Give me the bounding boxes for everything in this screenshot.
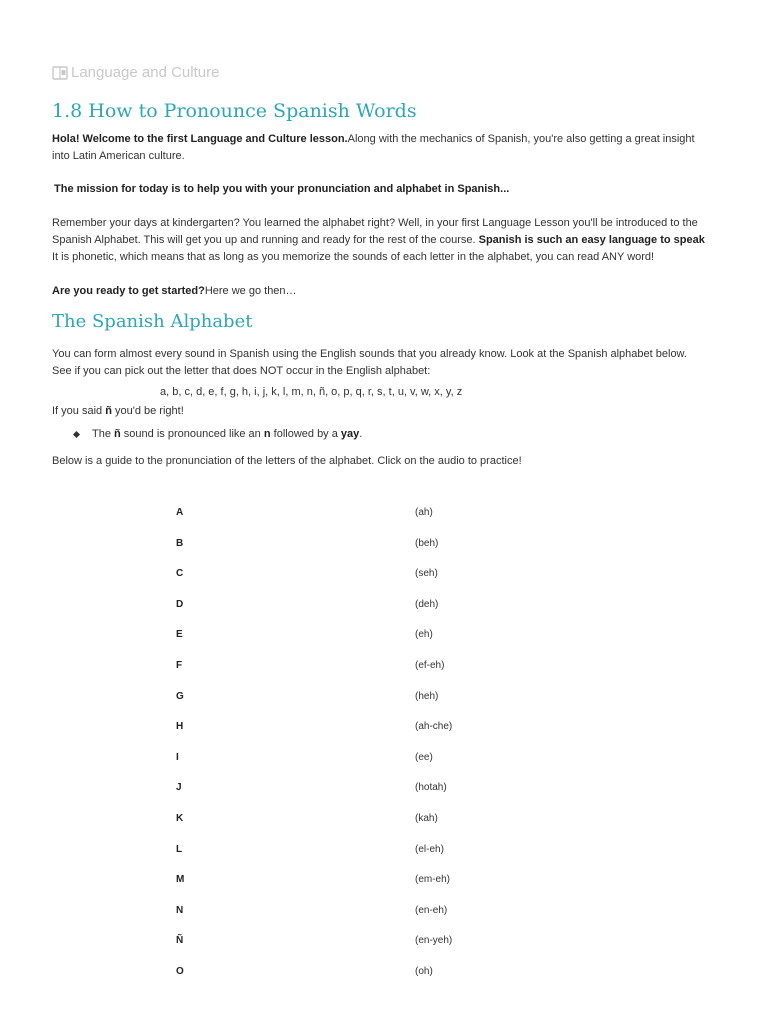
letter-cell: O [176, 966, 184, 977]
section-title: The Spanish Alphabet [52, 311, 253, 332]
sound-cell: (el-eh) [415, 843, 444, 855]
letter-cell: J [176, 782, 182, 794]
sound-cell: (ee) [415, 751, 433, 763]
form-text-a: You can form almost every sound in Spanish using the English sounds that you already know. Look at the Spanish alphabet below. [52, 348, 687, 360]
sound-cell: (beh) [415, 537, 439, 549]
letter-cell: C [176, 568, 184, 580]
sound-cell: (deh) [415, 598, 439, 610]
bullet-pre: The [92, 428, 115, 440]
sound-cell: (ah-che) [415, 721, 453, 733]
letter-row[interactable] [52, 966, 717, 984]
remember-text-c: It is phonetic, which means that as long as you memorize the sounds of each letter in the alphabet, you can read ANY word! [52, 251, 655, 263]
bullet-mid: sound is pronounced like an [120, 428, 264, 440]
letter-row[interactable] [52, 507, 717, 525]
answer-text-a: If you said [52, 405, 106, 417]
letter-row[interactable] [52, 935, 717, 953]
bullet-diamond-icon [73, 431, 80, 438]
letter-row[interactable] [52, 599, 717, 617]
sound-cell: (ef-eh) [415, 660, 445, 671]
bullet-mid2: followed by a [270, 428, 341, 440]
form-paragraph [52, 346, 717, 380]
bullet-n: n [263, 428, 271, 440]
letter-row[interactable] [52, 782, 717, 800]
letter-row[interactable] [52, 874, 717, 892]
ready-text: Here we go then… [204, 285, 297, 297]
alphabet-line: a, b, c, d, e, f, g, h, i, j, k, l, m, n, ñ, o, p, q, r, s, t, u, v, w, x, y, z [160, 386, 463, 398]
intro-bold: Hola! Welcome to the first Language and Culture lesson. [52, 133, 348, 145]
letter-row[interactable] [52, 721, 717, 739]
category-header[interactable] [52, 64, 219, 81]
language-book-icon [52, 66, 68, 80]
bullet-letter: ñ [114, 428, 121, 440]
mission-paragraph [54, 181, 719, 198]
guide-paragraph: Below is a guide to the pronunciation of the letters of the alphabet. Click on the audio to practice! [52, 455, 522, 467]
letter-cell: K [176, 813, 184, 824]
letter-row[interactable] [52, 660, 717, 678]
sound-cell: (en-eh) [415, 904, 448, 916]
letter-cell: D [176, 598, 184, 610]
mission-text: The mission for today is to help you with your pronunciation and alphabet in Spanish... [54, 183, 510, 195]
letter-cell: H [176, 721, 184, 733]
letter-cell: I [176, 751, 179, 763]
letter-cell: E [176, 629, 183, 641]
sound-cell: (oh) [415, 966, 433, 977]
letter-row[interactable] [52, 752, 717, 770]
letter-row[interactable] [52, 905, 717, 923]
sound-cell: (hotah) [415, 782, 447, 794]
remember-bold: Spanish is such an easy language to speak [478, 234, 705, 246]
letter-cell: M [176, 874, 185, 886]
intro-text-a: Along with the mechanics of Spanish, you're also getting a great insight [347, 133, 695, 145]
sound-cell: (em-eh) [415, 874, 451, 886]
letter-row[interactable] [52, 691, 717, 709]
letter-cell: Ñ [176, 935, 184, 947]
sound-cell: (en-yeh) [415, 935, 453, 947]
category-label: Language and Culture [71, 64, 220, 81]
answer-text-b: you'd be right! [111, 405, 184, 417]
letter-cell: L [176, 843, 183, 855]
remember-text-b: Spanish Alphabet. This will get you up and running and ready for the rest of the course. [52, 234, 479, 246]
sound-cell: (eh) [415, 629, 433, 641]
answer-letter: ñ [105, 405, 112, 417]
intro-text-b: into Latin American culture. [52, 150, 185, 162]
letter-cell: F [176, 660, 183, 671]
letter-row[interactable] [52, 568, 717, 586]
sound-cell: (heh) [415, 690, 439, 702]
letter-cell: G [176, 690, 184, 702]
bullet-end: . [359, 428, 363, 440]
lesson-title: 1.8 How to Pronounce Spanish Words [52, 100, 417, 122]
sound-cell: (ah) [415, 507, 433, 518]
letter-cell: N [176, 904, 184, 916]
letter-row[interactable] [52, 538, 717, 556]
answer-paragraph [52, 403, 717, 420]
remember-text-a: Remember your days at kindergarten? You learned the alphabet right? Well, in your first Language Lesson you'll be introduced to the [52, 217, 698, 229]
letter-row[interactable] [52, 844, 717, 862]
ready-bold: Are you ready to get started? [52, 285, 205, 297]
bullet-yay: yay [340, 428, 360, 440]
letter-cell: B [176, 537, 184, 549]
sound-cell: (kah) [415, 813, 438, 824]
form-text-b: See if you can pick out the letter that does NOT occur in the English alphabet: [52, 365, 431, 377]
letter-row[interactable] [52, 813, 717, 831]
remember-paragraph [52, 215, 717, 266]
intro-paragraph [52, 131, 717, 165]
letter-cell: A [176, 507, 184, 518]
sound-cell: (seh) [415, 568, 438, 580]
pronunciation-bullet [74, 426, 362, 443]
ready-paragraph [52, 283, 717, 300]
letter-row[interactable] [52, 629, 717, 647]
